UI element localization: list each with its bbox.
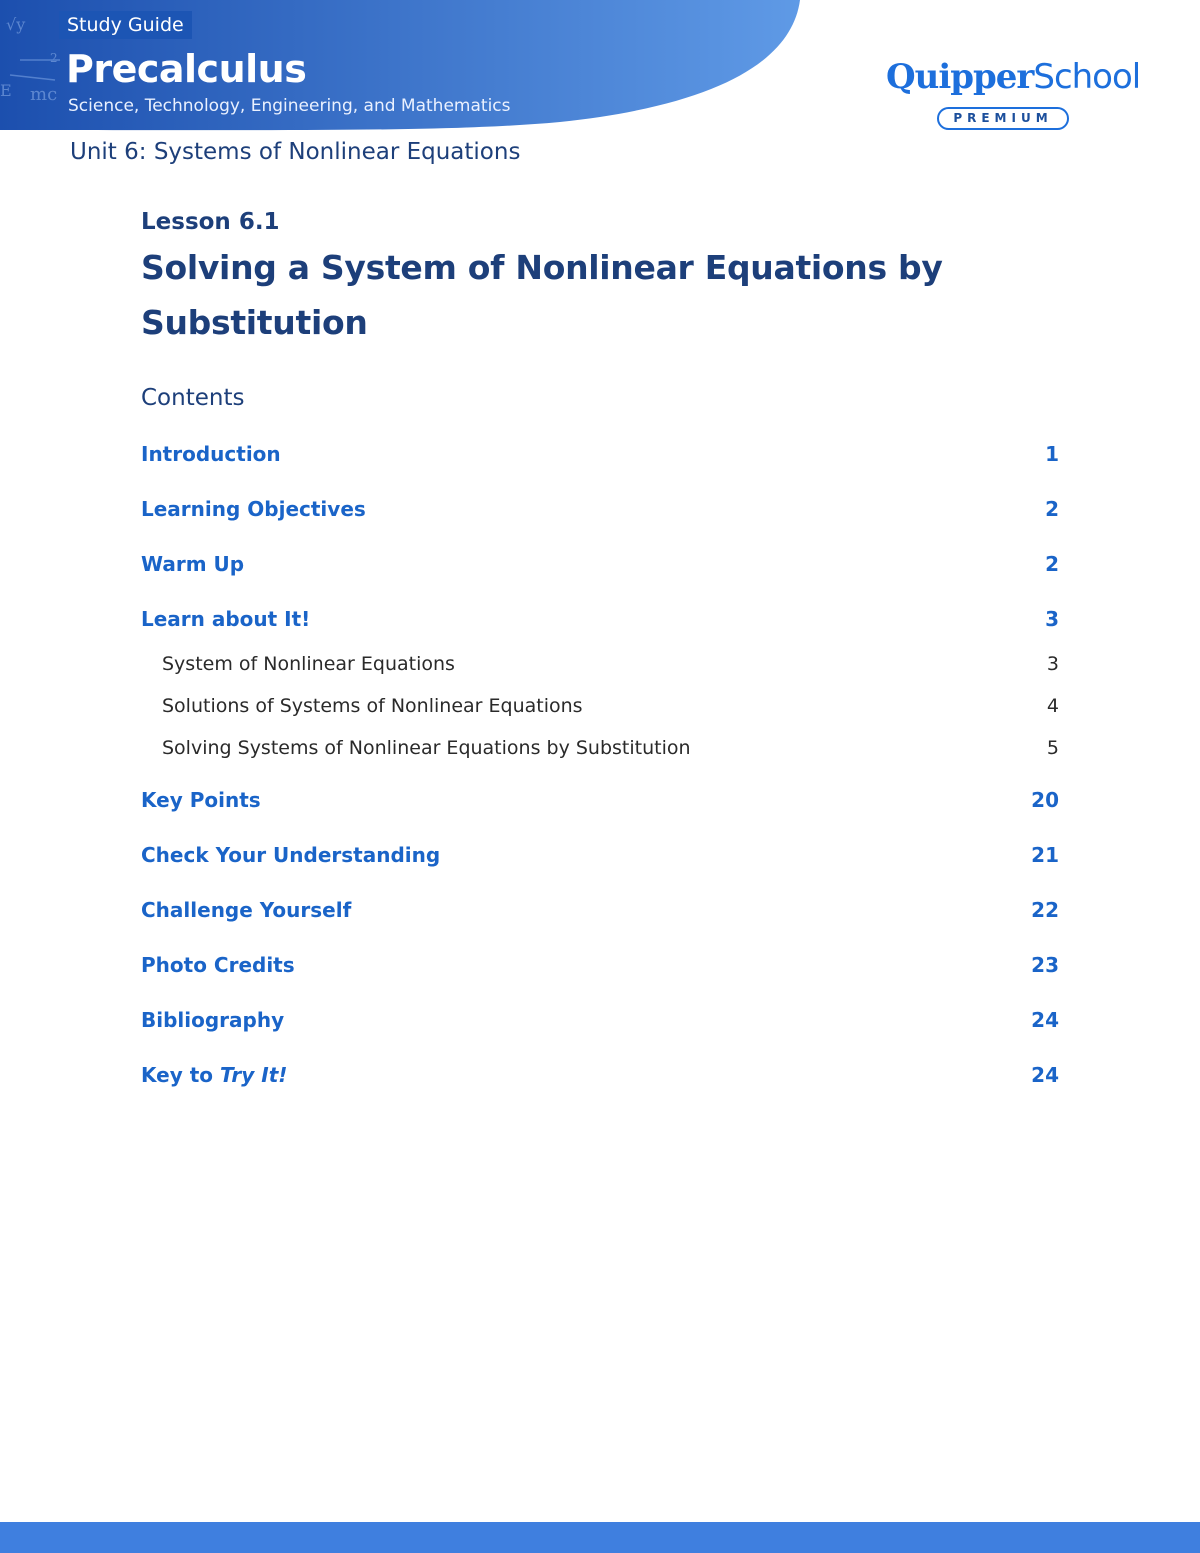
- lesson-title-line-2: Substitution: [141, 303, 368, 342]
- toc-entry-label: Solving Systems of Nonlinear Equations by Substitution: [162, 737, 691, 759]
- svg-text:2: 2: [50, 51, 58, 65]
- svg-text:mc: mc: [30, 84, 58, 105]
- toc-entry-page: 22: [1031, 898, 1059, 922]
- svg-text:√y: √y: [6, 15, 26, 34]
- toc-entry-label: Check Your Understanding: [141, 843, 441, 867]
- toc-entry-label: Challenge Yourself: [141, 898, 352, 922]
- toc-entry-page: 23: [1031, 953, 1059, 977]
- toc-entry-label: [141, 1060, 287, 1090]
- logo-premium-badge: PREMIUM: [937, 107, 1069, 130]
- toc-entry-page: 3: [1045, 607, 1059, 631]
- toc-entry-check-your-understanding[interactable]: [141, 840, 1059, 870]
- toc-entry-label-prefix: Key to: [141, 1063, 220, 1087]
- header-banner: [0, 0, 820, 135]
- toc-entry-warm-up[interactable]: [141, 549, 1059, 579]
- toc-entry-label: Photo Credits: [141, 953, 295, 977]
- quipper-school-logo: [886, 54, 1141, 134]
- footer-bar: [0, 1522, 1200, 1553]
- toc-entry-challenge-yourself[interactable]: [141, 895, 1059, 925]
- toc-entry-page: 2: [1045, 552, 1059, 576]
- toc-entry-page: 20: [1031, 788, 1059, 812]
- toc-entry-learn-about-it[interactable]: [141, 604, 1059, 634]
- lesson-label: Lesson 6.1: [141, 209, 280, 235]
- toc-entry-page: 4: [1046, 695, 1059, 717]
- toc-entry-page: 1: [1045, 442, 1059, 466]
- subject-strand: Science, Technology, Engineering, and Mathematics: [68, 96, 511, 116]
- toc-entry-label: Solutions of Systems of Nonlinear Equations: [162, 695, 583, 717]
- toc-subentry-solving-by-substitution[interactable]: [141, 733, 1059, 763]
- toc-entry-label: Learn about It!: [141, 607, 311, 631]
- logo-brand-light: School: [1033, 57, 1141, 97]
- logo-brand-bold: Quipper: [886, 57, 1034, 97]
- toc-entry-key-points[interactable]: [141, 785, 1059, 815]
- lesson-title-line-1: Solving a System of Nonlinear Equations by: [141, 248, 943, 287]
- toc-entry-page: 24: [1031, 1063, 1059, 1087]
- contents-heading: Contents: [141, 385, 245, 411]
- toc-entry-page: 21: [1031, 843, 1059, 867]
- toc-entry-label: System of Nonlinear Equations: [162, 653, 455, 675]
- toc-entry-learning-objectives[interactable]: [141, 494, 1059, 524]
- toc-entry-key-to-try-it[interactable]: [141, 1060, 1059, 1090]
- toc-entry-page: 5: [1046, 737, 1059, 759]
- toc-entry-introduction[interactable]: [141, 439, 1059, 469]
- toc-entry-page: 2: [1045, 497, 1059, 521]
- toc-entry-label: Learning Objectives: [141, 497, 366, 521]
- unit-title: Unit 6: Systems of Nonlinear Equations: [70, 139, 521, 165]
- study-guide-tag: Study Guide: [59, 11, 192, 39]
- toc-subentry-system-of-nonlinear-equations[interactable]: [141, 649, 1059, 679]
- toc-entry-page: 24: [1031, 1008, 1059, 1032]
- toc-entry-label: Key Points: [141, 788, 261, 812]
- toc-entry-photo-credits[interactable]: [141, 950, 1059, 980]
- toc-subentry-solutions-of-systems[interactable]: [141, 691, 1059, 721]
- toc-entry-label: Introduction: [141, 442, 281, 466]
- subject-title: Precalculus: [66, 47, 307, 91]
- toc-entry-page: 3: [1046, 653, 1059, 675]
- logo-wordmark: [886, 54, 1140, 100]
- svg-text:E: E: [0, 81, 12, 100]
- toc-entry-label: Warm Up: [141, 552, 245, 576]
- toc-entry-label: Bibliography: [141, 1008, 285, 1032]
- toc-entry-label-italic: Try It!: [219, 1063, 288, 1087]
- toc-entry-bibliography[interactable]: [141, 1005, 1059, 1035]
- lesson-title: [141, 240, 1041, 350]
